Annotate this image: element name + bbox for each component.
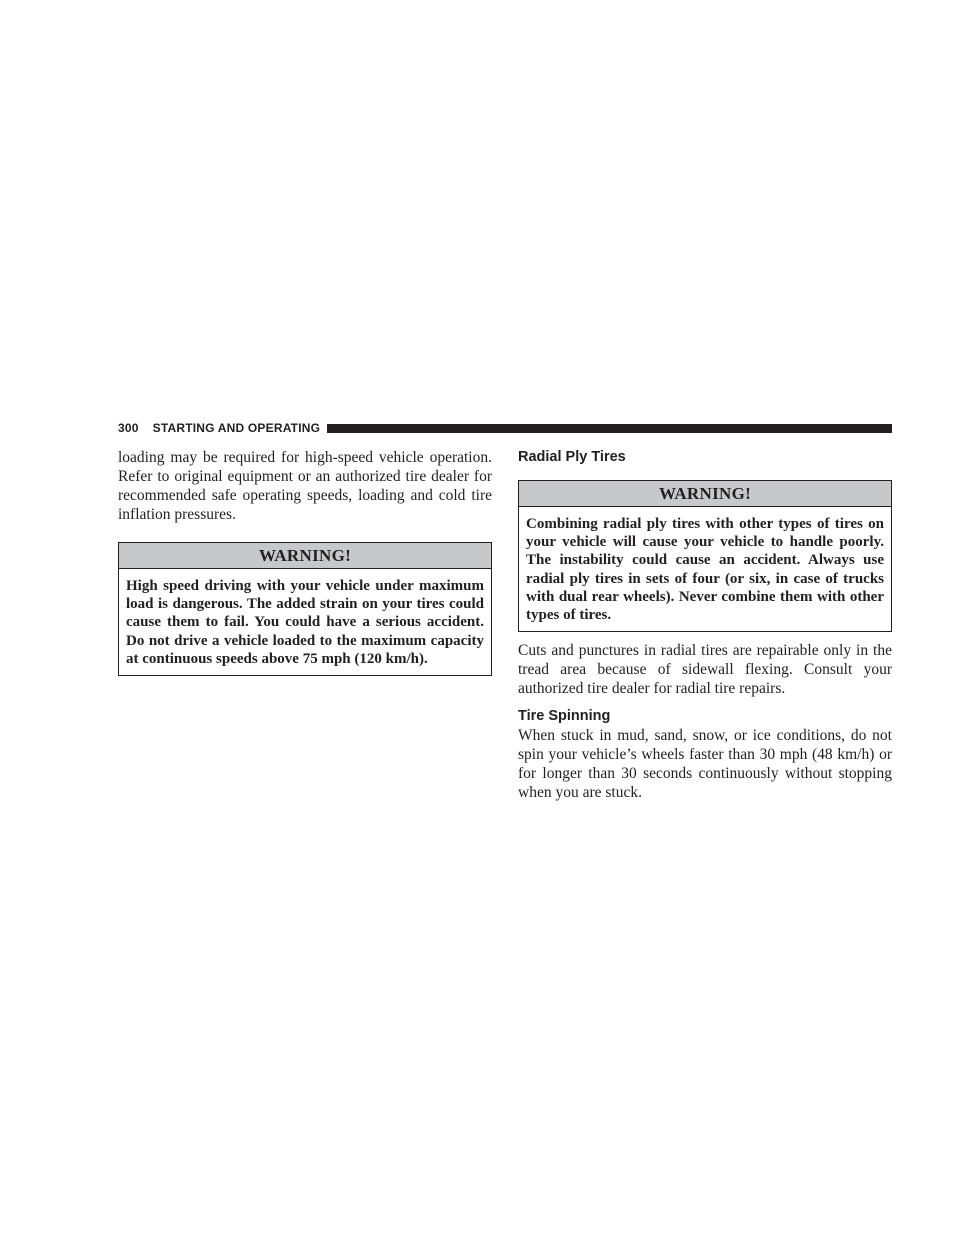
radial-repair-paragraph: Cuts and punctures in radial tires are repairable only in the tread area because of sidewall flexing. Consult your authorized tire dealer for radial tire repairs. [518, 642, 892, 698]
tire-spinning-paragraph: When stuck in mud, sand, snow, or ice conditions, do not spin your vehicle’s wheels faster than 30 mph (48 km/h) or for longer than 30 seconds continuously without stopping when you are stuck. [518, 727, 892, 802]
warning-title: WARNING! [519, 481, 891, 507]
tire-spinning-heading: Tire Spinning [518, 708, 611, 725]
warning-text: High speed driving with your vehicle under maximum load is dangerous. The added strain on your tires could cause them to fail. You could have a serious accident. Do not drive a vehicle loaded to the maximum capacity at continuous speeds above 75 mph (120 km/h). [126, 578, 484, 667]
warning-text: Combining radial ply tires with other types of tires on your vehicle will cause your vehicle to handle poorly. The instability could cause an accident. Always use radial ply tires in sets of four (or six, in case of trucks with dual rear wheels). Never combine them with other types of tires. [526, 516, 884, 624]
header-rule [327, 424, 892, 433]
section-title: STARTING AND OPERATING [152, 421, 321, 435]
page-number: 300 [118, 421, 139, 435]
right-column [518, 448, 892, 802]
page-header [118, 420, 892, 436]
radial-ply-tires-heading: Radial Ply Tires [518, 449, 626, 465]
warning-title: WARNING! [119, 543, 491, 569]
radial-ply-warning-box [518, 480, 892, 632]
high-speed-warning-box [118, 542, 492, 676]
intro-paragraph: loading may be required for high-speed vehicle operation. Refer to original equipment or an authorized tire dealer for recommended safe operating speeds, loading and cold tire inflation pressures. [118, 449, 492, 523]
left-column [118, 448, 492, 676]
